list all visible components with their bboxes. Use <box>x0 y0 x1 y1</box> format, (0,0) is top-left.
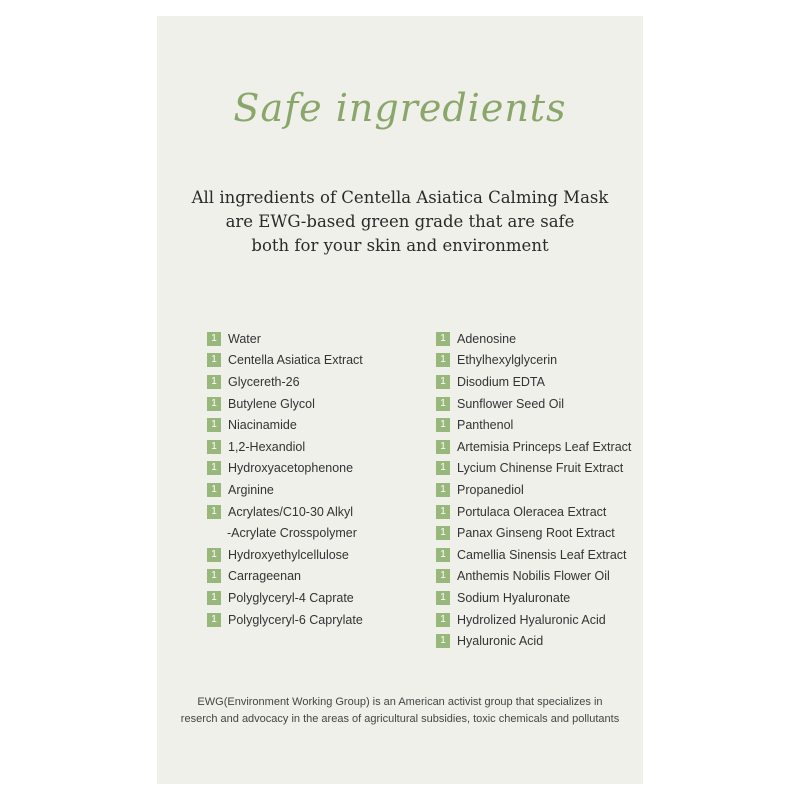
ingredient-name: Camellia Sinensis Leaf Extract <box>457 547 627 562</box>
intro-text <box>157 186 643 258</box>
ingredient-name: Hydrolized Hyaluronic Acid <box>457 612 606 627</box>
footnote-line: EWG(Environment Working Group) is an American activist group that specializes in <box>197 696 603 708</box>
ingredient-name-continuation: -Acrylate Crosspolymer <box>227 526 357 541</box>
ewg-grade-badge: 1 <box>436 505 450 519</box>
ingredient-item <box>207 350 363 372</box>
ingredient-name: Ethylhexylglycerin <box>457 353 558 368</box>
ingredient-item <box>207 436 363 458</box>
ingredient-name: Butylene Glycol <box>228 396 315 411</box>
ingredient-name: Centella Asiatica Extract <box>228 353 363 368</box>
ewg-grade-badge: 1 <box>207 397 221 411</box>
ingredient-item <box>436 501 631 523</box>
footnote <box>157 694 643 728</box>
ingredient-item <box>436 609 631 631</box>
ewg-grade-badge: 1 <box>436 483 450 497</box>
ingredient-item <box>207 587 363 609</box>
ingredient-item <box>436 414 631 436</box>
ewg-grade-badge: 1 <box>207 505 221 519</box>
ingredient-item <box>207 609 363 631</box>
ingredient-item <box>207 544 363 566</box>
ingredient-item <box>436 350 631 372</box>
ewg-grade-badge: 1 <box>207 483 221 497</box>
ingredient-item <box>207 479 363 501</box>
ingredient-item <box>436 393 631 415</box>
ingredient-name: Adenosine <box>457 331 517 346</box>
ewg-grade-badge: 1 <box>436 526 450 540</box>
ewg-grade-badge: 1 <box>207 461 221 475</box>
ingredient-item <box>207 501 363 523</box>
ingredient-item <box>207 328 363 350</box>
ingredient-item <box>207 414 363 436</box>
ingredient-name: Sodium Hyaluronate <box>457 590 571 605</box>
ingredient-name: Hyaluronic Acid <box>457 634 544 649</box>
ewg-grade-badge: 1 <box>436 634 450 648</box>
ingredient-name: Hydroxyacetophenone <box>228 461 354 476</box>
ewg-grade-badge: 1 <box>436 548 450 562</box>
ewg-grade-badge: 1 <box>436 591 450 605</box>
ingredient-item <box>436 479 631 501</box>
ingredient-item <box>436 544 631 566</box>
ingredient-item <box>436 371 631 393</box>
ewg-grade-badge: 1 <box>436 569 450 583</box>
ingredient-name: Water <box>228 331 261 346</box>
ingredient-item <box>207 371 363 393</box>
ingredient-name: Propanediol <box>457 482 524 497</box>
intro-line: are EWG-based green grade that are safe <box>225 212 575 231</box>
ingredient-name: Portulaca Oleracea Extract <box>457 504 607 519</box>
ingredient-name: Polyglyceryl-4 Caprate <box>228 590 354 605</box>
ingredient-item <box>436 587 631 609</box>
ingredient-name: Niacinamide <box>228 418 297 433</box>
ewg-grade-badge: 1 <box>207 613 221 627</box>
ingredient-name: 1,2-Hexandiol <box>228 439 306 454</box>
ewg-grade-badge: 1 <box>207 440 221 454</box>
ingredient-item <box>436 458 631 480</box>
ingredient-name: Carrageenan <box>228 569 301 584</box>
ewg-grade-badge: 1 <box>207 375 221 389</box>
ewg-grade-badge: 1 <box>436 440 450 454</box>
ewg-grade-badge: 1 <box>436 353 450 367</box>
footnote-line: reserch and advocacy in the areas of agricultural subsidies, toxic chemicals and pollutants <box>180 713 620 725</box>
ingredient-item <box>436 328 631 350</box>
ingredient-item <box>436 566 631 588</box>
ingredient-item <box>436 436 631 458</box>
ewg-grade-badge: 1 <box>436 461 450 475</box>
ewg-grade-badge: 1 <box>436 613 450 627</box>
intro-line: both for your skin and environment <box>251 236 549 255</box>
ingredient-item <box>207 566 363 588</box>
ingredient-name: Sunflower Seed Oil <box>457 396 565 411</box>
ewg-grade-badge: 1 <box>436 375 450 389</box>
ingredient-item <box>436 630 631 652</box>
ingredient-name: Panax Ginseng Root Extract <box>457 526 615 541</box>
ewg-grade-badge: 1 <box>207 332 221 346</box>
ingredient-item <box>207 393 363 415</box>
ewg-grade-badge: 1 <box>207 353 221 367</box>
ingredient-name: Lycium Chinense Fruit Extract <box>457 461 624 476</box>
ewg-grade-badge: 1 <box>436 397 450 411</box>
ewg-grade-badge: 1 <box>207 418 221 432</box>
ewg-grade-badge: 1 <box>207 548 221 562</box>
ewg-grade-badge: 1 <box>207 569 221 583</box>
ingredient-name: Artemisia Princeps Leaf Extract <box>457 439 632 454</box>
ingredient-list-right <box>436 328 631 652</box>
ingredient-name: Glycereth-26 <box>228 374 300 389</box>
ewg-grade-badge: 1 <box>436 332 450 346</box>
page-title: Safe ingredients <box>233 86 567 130</box>
ingredient-name: Anthemis Nobilis Flower Oil <box>457 569 610 584</box>
ingredient-name: Polyglyceryl-6 Caprylate <box>228 612 363 627</box>
intro-line: All ingredients of Centella Asiatica Calming Mask <box>191 188 609 207</box>
ingredient-name: Arginine <box>228 482 274 497</box>
ingredient-name: Acrylates/C10-30 Alkyl <box>228 504 354 519</box>
ewg-grade-badge: 1 <box>436 418 450 432</box>
ewg-grade-badge: 1 <box>207 591 221 605</box>
ingredient-item <box>207 458 363 480</box>
ingredients-card <box>157 16 643 784</box>
ingredient-name: Disodium EDTA <box>457 374 545 389</box>
ingredient-name: Panthenol <box>457 418 514 433</box>
ingredient-item <box>436 522 631 544</box>
ingredient-list-left <box>207 328 363 630</box>
ingredient-name: Hydroxyethylcellulose <box>228 547 349 562</box>
